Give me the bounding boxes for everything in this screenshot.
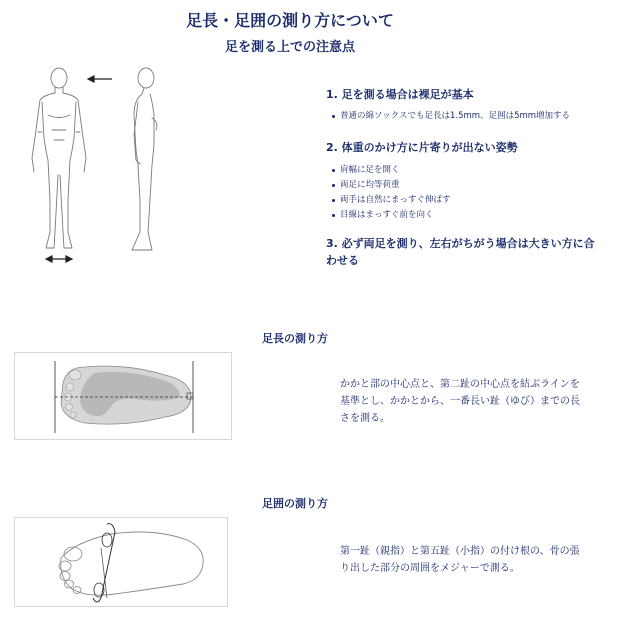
point-2-bullet-2: 両足に均等荷重 xyxy=(326,178,451,193)
point-2-bullet-1: 肩幅に足を開く xyxy=(326,163,451,178)
page-subtitle: 足を測る上での注意点 xyxy=(224,40,355,55)
foot-length-svg xyxy=(15,353,231,439)
foot-girth-description xyxy=(340,543,580,577)
posture-illustration xyxy=(14,60,194,270)
foot-length-description xyxy=(340,376,580,427)
point-2-bullet-3: 両手は自然にまっすぐ伸ばす xyxy=(326,193,451,208)
foot-girth-heading: 足囲の測り方 xyxy=(262,497,328,510)
foot-length-desc-line-1: かかと部の中心点と、第二趾の中心点を結ぶラインを xyxy=(340,379,580,390)
point-3-heading xyxy=(326,236,626,269)
point-2-heading: 2. 体重のかけ方に片寄りが出ない姿勢 xyxy=(326,141,518,154)
point-1-bullet-1: 普通の綿ソックスでも足長は1.5mm、足囲は5mm増加する xyxy=(326,109,570,124)
foot-girth-desc-line-1: 第一趾（親指）と第五趾（小指）の付け根の、骨の張 xyxy=(340,546,580,557)
point-3-heading-line-2: わせる xyxy=(326,253,359,267)
foot-length-desc-line-2: 基準とし、かかとから、一番長い趾（ゆび）までの長 xyxy=(340,396,580,407)
foot-length-desc-line-3: さを測る。 xyxy=(340,413,390,424)
foot-girth-svg xyxy=(15,518,227,606)
foot-girth-illustration xyxy=(14,517,228,607)
point-3-heading-line-1: 3. 必ず両足を測り、左右がちがう場合は大きい方に合 xyxy=(326,237,595,250)
point-1-list xyxy=(326,109,570,124)
foot-length-heading: 足長の測り方 xyxy=(262,332,328,345)
point-1-heading: 1. 足を測る場合は裸足が基本 xyxy=(326,88,474,101)
foot-girth-desc-line-2: り出した部分の周囲をメジャーで測る。 xyxy=(340,563,520,574)
page-title: 足長・足囲の測り方について xyxy=(186,11,394,30)
point-2-bullet-4: 目線はまっすぐ前を向く xyxy=(326,208,451,223)
point-2-list xyxy=(326,163,451,223)
foot-length-illustration xyxy=(14,352,232,440)
